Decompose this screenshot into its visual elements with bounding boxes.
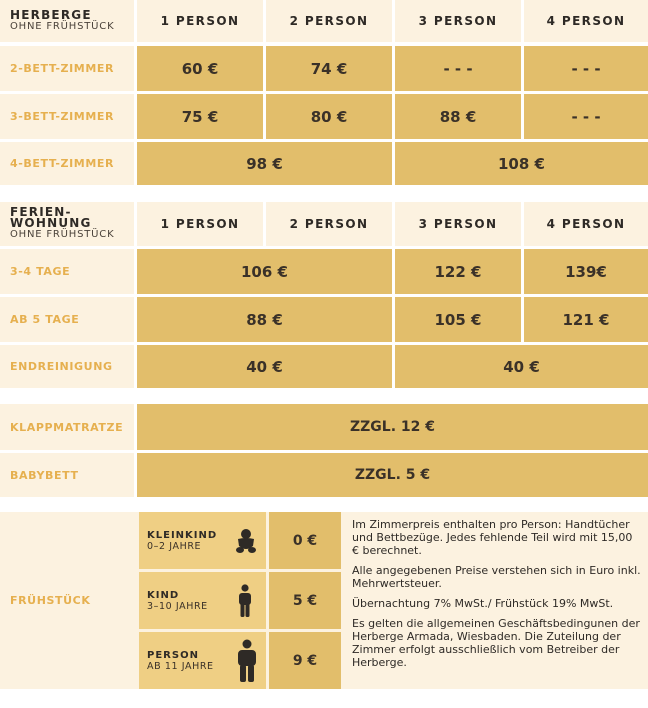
column-header-1-person: 1 PERSON: [137, 202, 263, 246]
extra-price: ZZGL. 5 €: [137, 453, 648, 497]
table-row: [0, 345, 648, 388]
row-label: 4-BETT-ZIMMER: [0, 142, 134, 185]
adult-icon: [235, 639, 259, 683]
price-cell: - - -: [395, 46, 521, 91]
extra-row-klappmatratze: [0, 404, 648, 450]
category-age: 3–10 JAHRE: [147, 600, 208, 612]
row-label: AB 5 TAGE: [0, 297, 134, 342]
price-cell: 88 €: [137, 297, 392, 342]
ferienwohnung-title-line1: FERIEN-: [10, 205, 72, 219]
row-label: 3-4 TAGE: [0, 249, 134, 294]
table-row: [0, 142, 648, 185]
extra-row-babybett: [0, 453, 648, 497]
price-cell: 40 €: [137, 345, 392, 388]
price-person: 9 €: [269, 632, 341, 689]
price-kleinkind: 0 €: [269, 512, 341, 569]
table-row: [0, 249, 648, 294]
column-header-2-person: 2 PERSON: [266, 0, 392, 42]
price-cell: 40 €: [395, 345, 648, 388]
price-cell: 60 €: [137, 46, 263, 91]
price-cell: 98 €: [137, 142, 392, 185]
price-cell: 105 €: [395, 297, 521, 342]
row-label: ENDREINIGUNG: [0, 345, 134, 388]
notes: [352, 518, 642, 669]
ferienwohnung-title-line2: WOHNUNG: [10, 216, 92, 230]
column-header-2-person: 2 PERSON: [266, 202, 392, 246]
ferienwohnung-header-row: [0, 202, 648, 246]
row-label: 3-BETT-ZIMMER: [0, 94, 134, 139]
price-cell: 75 €: [137, 94, 263, 139]
category-age: 0–2 JAHRE: [147, 540, 202, 552]
price-cell: 122 €: [395, 249, 521, 294]
category-kind: [139, 572, 266, 629]
column-header-1-person: 1 PERSON: [137, 0, 263, 42]
price-cell: 80 €: [266, 94, 392, 139]
category-age: AB 11 JAHRE: [147, 660, 214, 672]
category-text: [147, 590, 235, 612]
category-kleinkind: [139, 512, 266, 569]
category-person: [139, 632, 266, 689]
price-cell: 108 €: [395, 142, 648, 185]
baby-icon: [235, 528, 257, 554]
price-cell: 106 €: [137, 249, 392, 294]
column-header-3-person: 3 PERSON: [395, 0, 521, 42]
row-label: BABYBETT: [0, 453, 134, 497]
row-label: KLAPPMATRATZE: [0, 404, 134, 450]
column-header-4-person: 4 PERSON: [524, 202, 648, 246]
herberge-header-row: [0, 0, 648, 42]
category-name: KLEINKIND: [147, 529, 218, 541]
fruehstueck-section: [0, 512, 648, 689]
table-row: [0, 297, 648, 342]
child-icon: [235, 584, 255, 618]
category-text: [147, 530, 235, 552]
note-1: Im Zimmerpreis enthalten pro Person: Handtücher und Bettbezüge. Jedes fehlende Teil wird mit 15,00 € berechnet.: [352, 518, 633, 557]
table-row: [0, 94, 648, 139]
price-cell: 88 €: [395, 94, 521, 139]
note-4: Es gelten die allgemeinen Geschäftsbedingunen der Herberge Armada, Wiesbaden. Die Zuteilung der Zimmer erfolgt ausschließlich vom Betreiber der Herberge.: [352, 617, 640, 669]
ferienwohnung-title-block: [0, 202, 134, 246]
category-text: [147, 650, 235, 672]
category-name: KIND: [147, 589, 180, 601]
price-cell: - - -: [524, 94, 648, 139]
note-2: Alle angegebenen Preise verstehen sich in Euro inkl. Mehrwertsteuer.: [352, 564, 641, 590]
row-label: 2-BETT-ZIMMER: [0, 46, 134, 91]
fruehstueck-label: FRÜHSTÜCK: [10, 594, 91, 607]
price-cell: 139€: [524, 249, 648, 294]
category-name: PERSON: [147, 649, 199, 661]
extra-price: ZZGL. 12 €: [137, 404, 648, 450]
price-cell: 121 €: [524, 297, 648, 342]
herberge-title-block: [0, 0, 134, 42]
price-cell: - - -: [524, 46, 648, 91]
price-cell: 74 €: [266, 46, 392, 91]
herberge-title: HERBERGE: [10, 7, 92, 22]
note-3: Übernachtung 7% MwSt./ Frühstück 19% MwSt.: [352, 597, 614, 610]
ferienwohnung-subtitle: OHNE FRÜHSTÜCK: [10, 229, 115, 240]
column-header-3-person: 3 PERSON: [395, 202, 521, 246]
table-row: [0, 46, 648, 91]
price-kind: 5 €: [269, 572, 341, 629]
herberge-subtitle: OHNE FRÜHSTÜCK: [10, 20, 115, 32]
column-header-4-person: 4 PERSON: [524, 0, 648, 42]
